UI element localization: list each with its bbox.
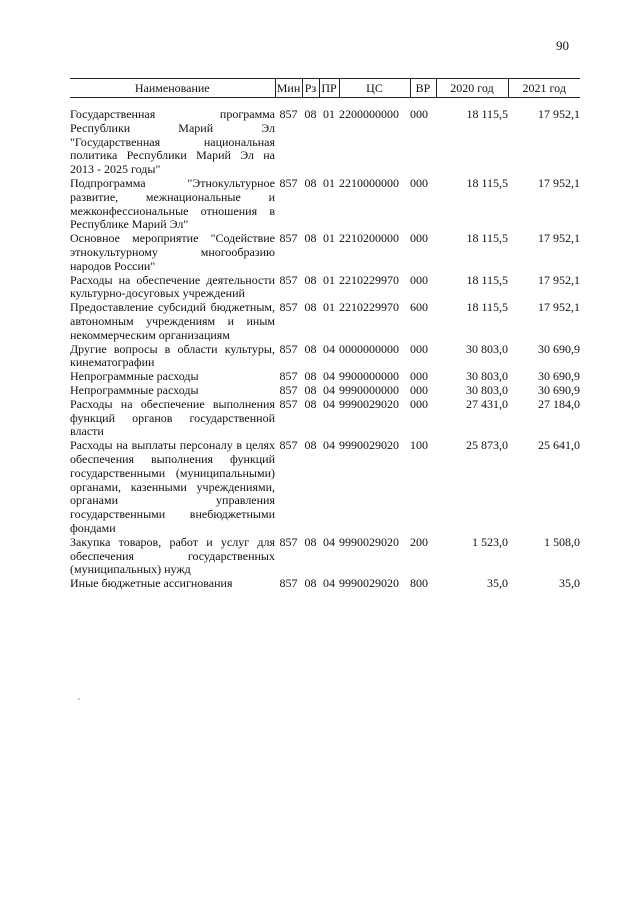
row-cs: 9990029020 — [339, 438, 399, 453]
row-name: Закупка товаров, работ и услуг для обеспечения государственных (муниципальных) нужд — [70, 534, 275, 577]
row-pr: 01 — [323, 272, 335, 287]
row-name: Непрограммные расходы — [70, 382, 199, 397]
row-vr: 000 — [410, 272, 428, 287]
row-2021: 17 952,1 — [538, 107, 580, 121]
row-pr: 04 — [323, 396, 335, 411]
row-2020: 30 803,0 — [466, 369, 508, 384]
row-2021: 27 184,0 — [538, 396, 580, 411]
row-name: Непрограммные расходы — [70, 369, 199, 384]
row-cs: 9990029020 — [339, 534, 399, 549]
row-name: Расходы на обеспечение выполнения функций органов государственной власти — [70, 396, 275, 439]
row-2021: 25 641,0 — [538, 438, 580, 453]
row-2020: 18 115,5 — [466, 175, 508, 190]
row-pr: 04 — [323, 341, 335, 356]
row-2021: 30 690,9 — [538, 369, 580, 384]
row-name: Подпрограмма "Этнокультурное развитие, межнациональные и межконфессиональные отношения в Республике Марий Эл" — [70, 175, 275, 232]
row-2020: 25 873,0 — [466, 438, 508, 453]
row-min: 857 — [279, 300, 298, 315]
row-cs: 0000000000 — [339, 341, 399, 356]
table-row — [70, 536, 580, 577]
row-vr: 200 — [410, 534, 428, 549]
table-row — [70, 274, 580, 302]
table-row — [70, 301, 580, 342]
row-name: Расходы на обеспечение деятельности культурно-досуговых учреждений — [70, 272, 275, 301]
row-min: 857 — [279, 396, 298, 411]
table-row — [70, 370, 580, 384]
row-min: 857 — [279, 272, 298, 287]
row-2020: 30 803,0 — [466, 341, 508, 356]
header-2021: 2021 год — [508, 79, 580, 98]
page-number: 90 — [556, 38, 569, 53]
row-cs: 2210229970 — [339, 300, 399, 315]
row-pr: 04 — [323, 534, 335, 549]
row-min: 857 — [279, 576, 298, 591]
row-rz: 08 — [304, 175, 317, 190]
row-pr: 04 — [323, 382, 335, 397]
header-vr: ВР — [410, 79, 436, 98]
row-2021: 17 952,1 — [538, 300, 580, 315]
row-pr: 04 — [323, 369, 335, 384]
row-rz: 08 — [304, 272, 317, 287]
row-min: 857 — [279, 382, 298, 397]
row-rz: 08 — [304, 576, 317, 591]
header-pr: ПР — [319, 79, 339, 98]
row-rz: 08 — [304, 534, 317, 549]
row-name: Предоставление субсидий бюджетным, автономным учреждениям и иным некоммерческим организациям — [70, 300, 275, 342]
row-rz: 08 — [304, 382, 317, 397]
row-2021: 30 690,9 — [538, 341, 580, 356]
row-cs: 2200000000 — [339, 107, 399, 121]
row-2021: 30 690,9 — [538, 382, 580, 397]
row-pr: 01 — [323, 175, 335, 190]
row-name: Иные бюджетные ассигнования — [70, 576, 233, 591]
row-vr: 100 — [410, 438, 428, 453]
row-2020: 18 115,5 — [466, 300, 508, 315]
row-cs: 2210229970 — [339, 272, 399, 287]
row-name: Другие вопросы в области культуры, кинематографии — [70, 341, 275, 370]
row-min: 857 — [279, 231, 298, 246]
row-vr: 800 — [410, 576, 428, 591]
header-2020: 2020 год — [436, 79, 508, 98]
table-row — [70, 577, 580, 591]
row-name: Расходы на выплаты персоналу в целях обеспечения выполнения функций государственными (муниципальными) органами, казенными учреждениями, органами управления государственными внебюджетными фондами — [70, 438, 275, 535]
row-rz: 08 — [304, 396, 317, 411]
row-rz: 08 — [304, 341, 317, 356]
row-min: 857 — [279, 438, 298, 453]
row-min: 857 — [279, 534, 298, 549]
row-name: Государственная программа Республики Марий Эл "Государственная национальная политика Республики Марий Эл на 2013 - 2025 годы" — [70, 107, 275, 177]
row-2021: 17 952,1 — [538, 231, 580, 246]
row-vr: 000 — [410, 175, 428, 190]
table-row — [70, 177, 580, 232]
row-min: 857 — [279, 341, 298, 356]
row-2020: 18 115,5 — [466, 107, 508, 121]
row-2020: 30 803,0 — [466, 382, 508, 397]
row-2021: 35,0 — [559, 576, 580, 591]
row-rz: 08 — [304, 369, 317, 384]
table-row — [70, 232, 580, 273]
row-2020: 35,0 — [487, 576, 508, 591]
row-2020: 18 115,5 — [466, 272, 508, 287]
row-vr: 600 — [410, 300, 428, 315]
row-2021: 1 508,0 — [544, 534, 580, 549]
row-pr: 01 — [323, 231, 335, 246]
row-pr: 01 — [323, 107, 335, 121]
header-cs: ЦС — [339, 79, 410, 98]
scan-speck — [78, 698, 80, 700]
row-2021: 17 952,1 — [538, 272, 580, 287]
row-vr: 000 — [410, 369, 428, 384]
table-header-row — [70, 79, 580, 98]
row-cs: 9990000000 — [339, 382, 399, 397]
budget-table — [70, 78, 580, 591]
header-min: Мин — [275, 79, 302, 98]
table-row — [70, 343, 580, 371]
table-row — [70, 108, 580, 177]
row-pr: 04 — [323, 576, 335, 591]
header-rz: Рз — [302, 79, 319, 98]
row-pr: 04 — [323, 438, 335, 453]
table-row — [70, 398, 580, 439]
row-cs: 9990029020 — [339, 576, 399, 591]
row-rz: 08 — [304, 107, 317, 121]
header-name: Наименование — [70, 79, 275, 98]
row-name: Основное мероприятие "Содействие этнокультурному многообразию народов России" — [70, 231, 275, 273]
row-cs: 9900000000 — [339, 369, 399, 384]
row-vr: 000 — [410, 382, 428, 397]
row-2020: 1 523,0 — [472, 534, 508, 549]
table-row — [70, 384, 580, 398]
row-min: 857 — [279, 369, 298, 384]
row-min: 857 — [279, 175, 298, 190]
row-vr: 000 — [410, 341, 428, 356]
row-rz: 08 — [304, 231, 317, 246]
row-vr: 000 — [410, 396, 428, 411]
row-2021: 17 952,1 — [538, 175, 580, 190]
row-2020: 18 115,5 — [466, 231, 508, 246]
row-cs: 2210000000 — [339, 175, 399, 190]
row-vr: 000 — [410, 231, 428, 246]
row-rz: 08 — [304, 438, 317, 453]
row-pr: 01 — [323, 300, 335, 315]
table-row — [70, 439, 580, 536]
row-cs: 2210200000 — [339, 231, 399, 246]
row-vr: 000 — [410, 107, 428, 121]
row-cs: 9990029020 — [339, 396, 399, 411]
row-min: 857 — [279, 107, 298, 121]
row-rz: 08 — [304, 300, 317, 315]
row-2020: 27 431,0 — [466, 396, 508, 411]
